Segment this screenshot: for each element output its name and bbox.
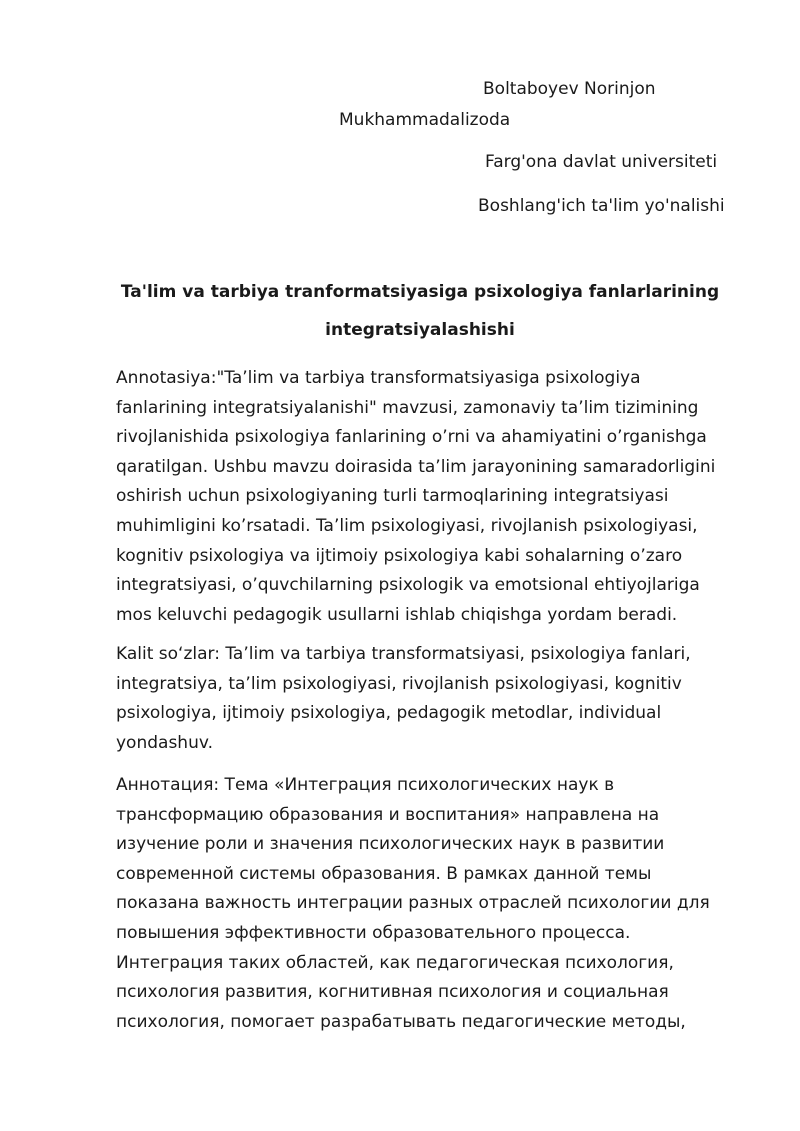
keywords-uz-line: integratsiya, ta’lim psixologiyasi, rivojlanish psixologiyasi, kognitiv — [116, 673, 682, 694]
annotation-uz-line: integratsiyasi, o’quvchilarning psixologik va emotsional ehtiyojlariga — [116, 575, 700, 596]
author-university: Farg'ona davlat universiteti — [485, 152, 718, 172]
annotation-ru — [116, 771, 736, 1037]
annotation-ru-line: трансформацию образования и воспитания» направлена на — [116, 804, 660, 825]
annotation-uz-line: mos keluvchi pedagogik usullarni ishlab chiqishga yordam beradi. — [116, 604, 678, 625]
keywords-uz-line: yondashuv. — [116, 732, 213, 753]
annotation-uz — [116, 364, 736, 630]
annotation-uz-line: Annotasiya:"Ta’lim va tarbiya transformatsiyasiga psixologiya — [116, 368, 641, 388]
annotation-ru-line: изучение роли и значения психологических наук в развитии — [116, 834, 665, 855]
annotation-ru-line: Аннотация: Тема «Интеграция психологических наук в — [116, 775, 615, 795]
annotation-ru-line: современной системы образования. В рамках данной темы — [116, 863, 652, 884]
annotation-uz-line: muhimligini ko’rsatadi. Ta’lim psixologiyasi, rivojlanish psixologiyasi, — [116, 515, 698, 536]
annotation-uz-line: oshirish uchun psixologiyaning turli tarmoqlarining integratsiyasi — [116, 486, 669, 507]
annotation-ru-line: психология, помогает разрабатывать педагогические методы, — [116, 1011, 686, 1032]
keywords-uz — [116, 640, 736, 758]
annotation-uz-line: qaratilgan. Ushbu mavzu doirasida ta’lim jarayonining samaradorligini — [116, 456, 716, 477]
keywords-uz-line: psixologiya, ijtimoiy psixologiya, pedagogik metodlar, individual — [116, 703, 662, 724]
author-name-line2: Mukhammadalizoda — [339, 110, 511, 130]
keywords-uz-line: Kalit so‘zlar: Ta’lim va tarbiya transformatsiyasi, psixologiya fanlari, — [116, 644, 691, 664]
title-line1: Ta'lim va tarbiya tranformatsiyasiga psixologiya fanlarlarining — [120, 282, 720, 302]
annotation-uz-line: kognitiv psixologiya va ijtimoiy psixologiya kabi sohalarning o’zaro — [116, 545, 683, 566]
author-name-line1: Boltaboyev Norinjon — [483, 79, 656, 99]
title-line2: integratsiyalashishi — [325, 320, 515, 340]
annotation-uz-line: fanlarining integratsiyalanishi" mavzusi, zamonaviy ta’lim tizimining — [116, 397, 699, 418]
author-department: Boshlang'ich ta'lim yo'nalishi — [478, 196, 725, 216]
annotation-ru-line: Интеграция таких областей, как педагогическая психология, — [116, 952, 674, 973]
annotation-uz-line: rivojlanishida psixologiya fanlarining o’rni va ahamiyatini o’rganishga — [116, 427, 707, 448]
annotation-ru-line: психология развития, когнитивная психология и социальная — [116, 982, 669, 1003]
annotation-ru-line: показана важность интеграции разных отраслей психологии для — [116, 893, 710, 914]
annotation-ru-line: повышения эффективности образовательного процесса. — [116, 922, 631, 943]
